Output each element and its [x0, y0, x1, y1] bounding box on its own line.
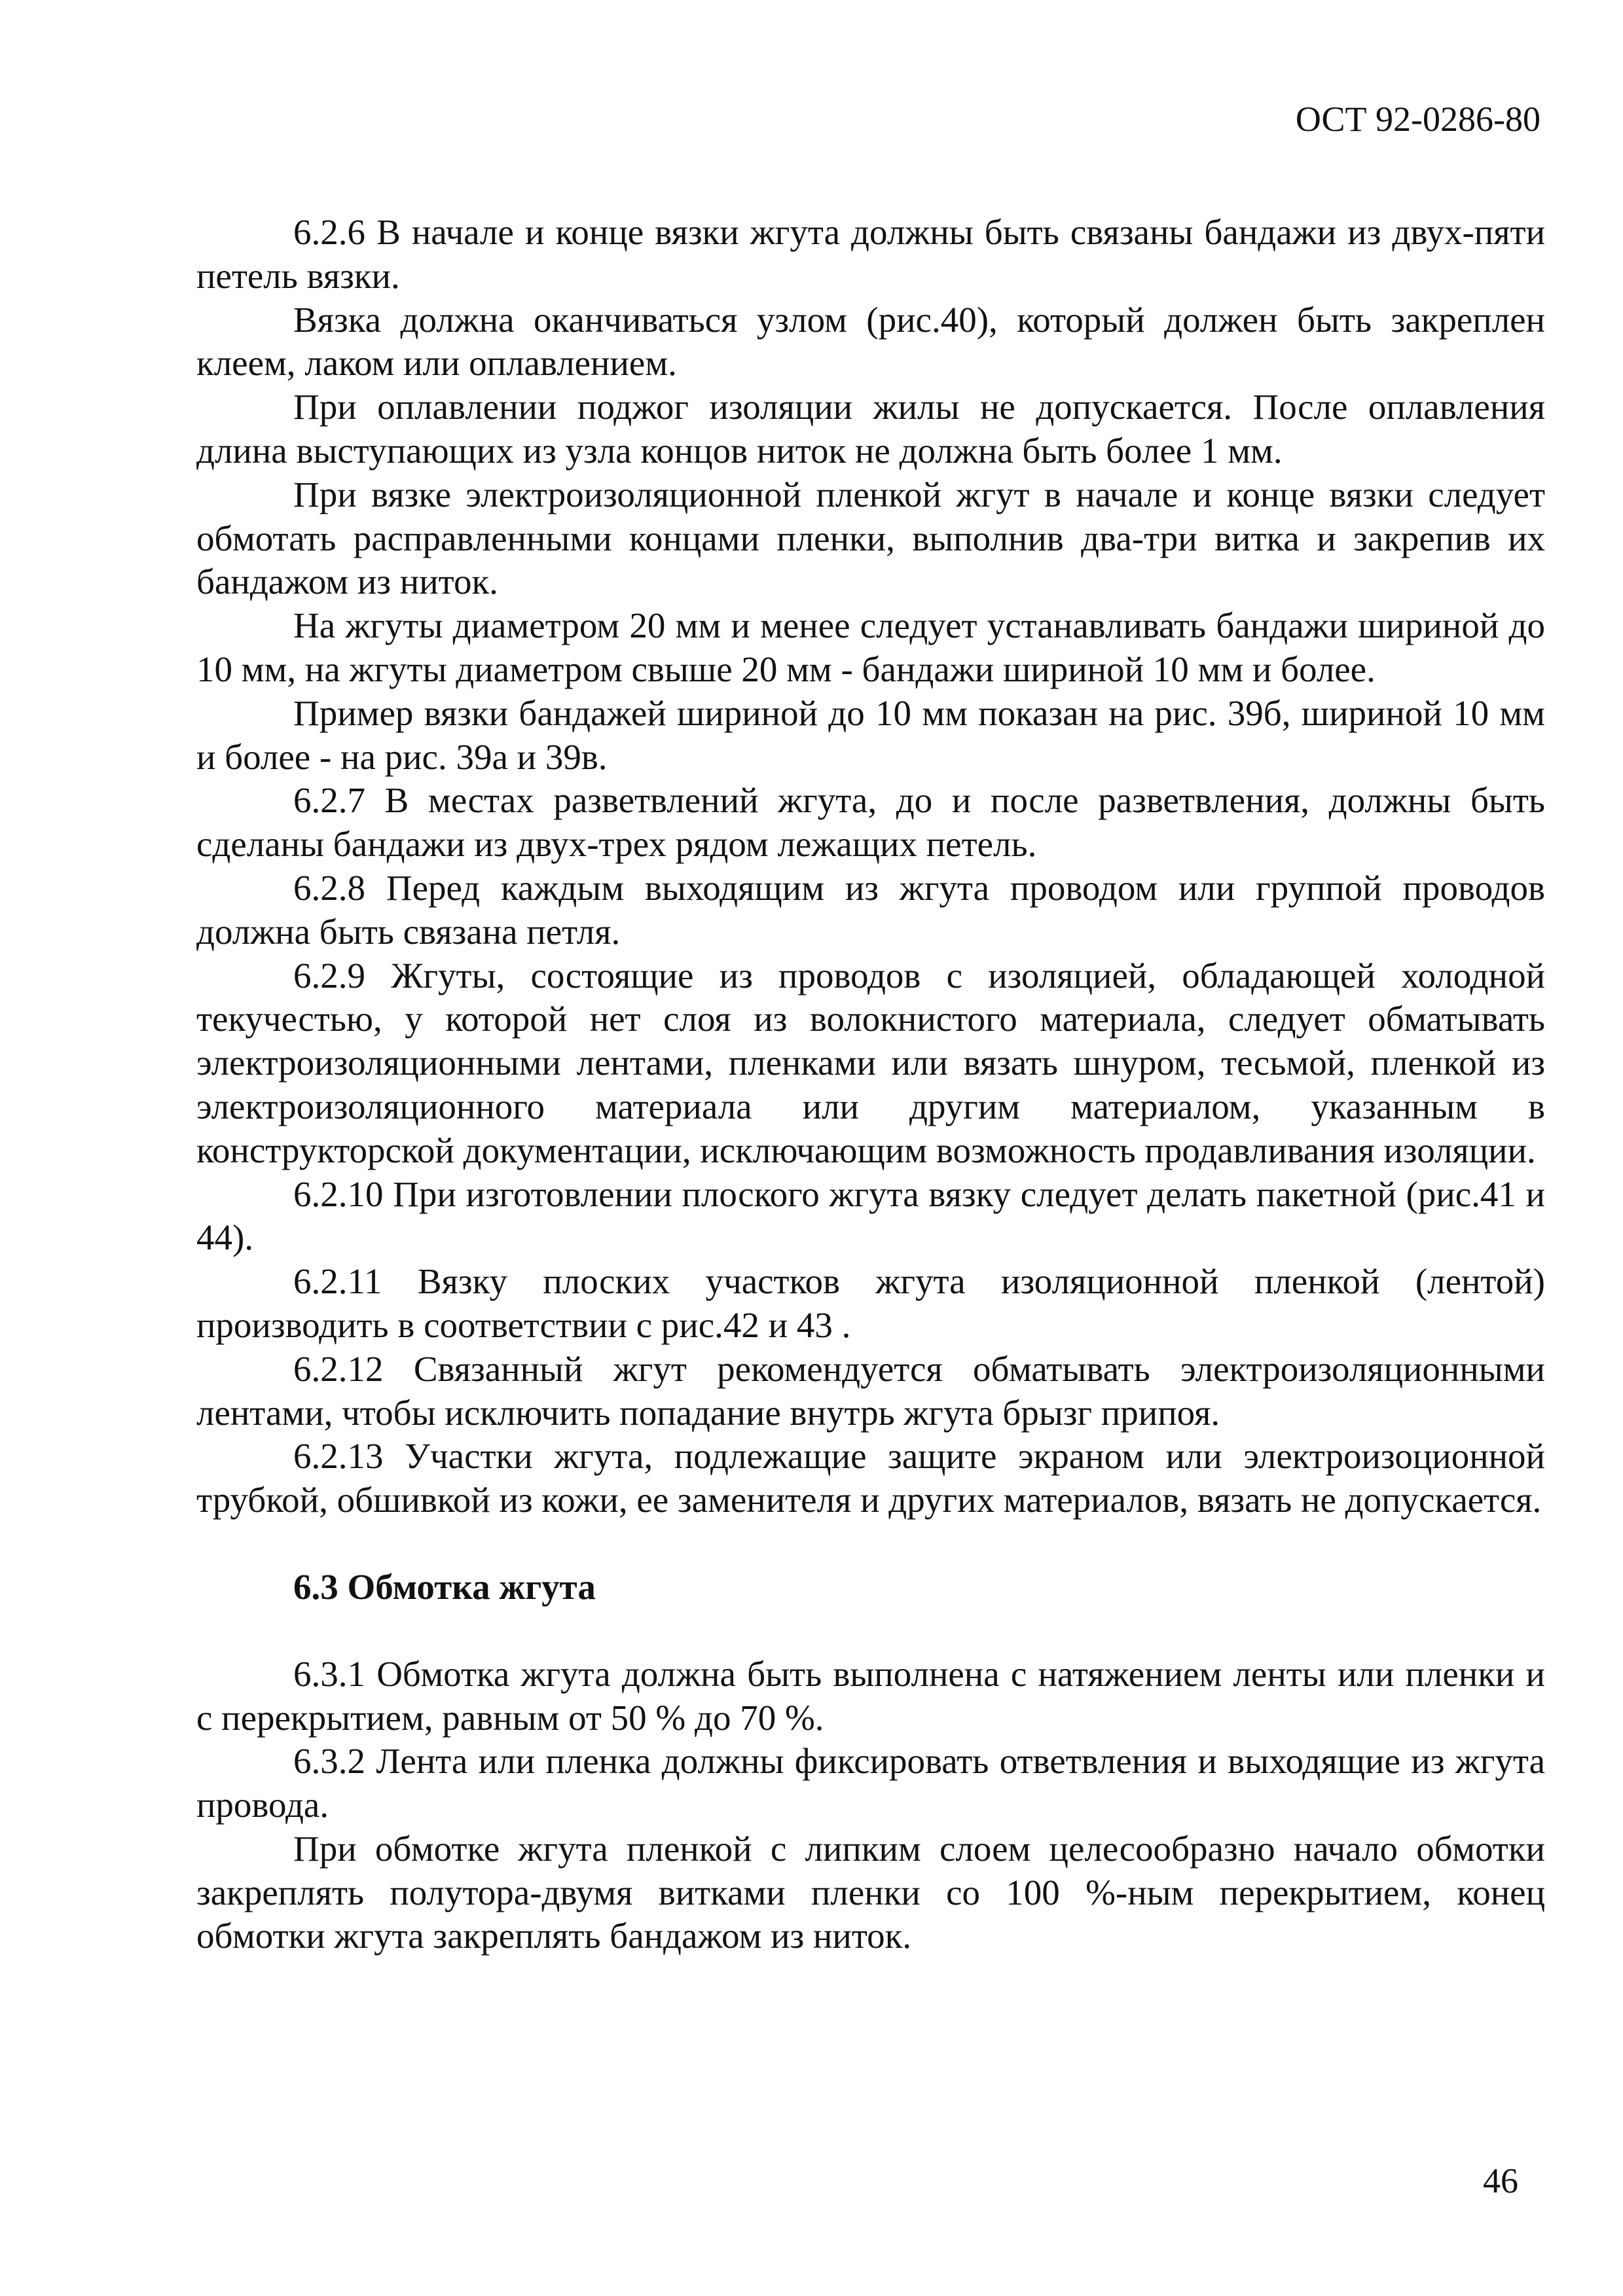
paragraph: 6.2.13 Участки жгута, подлежащие защите экраном или электроизоционной трубкой, обшивкой из кожи, ее заменителя и других материалов, вязать не допускается.	[196, 1436, 1545, 1520]
paragraph: При вязке электроизоляционной пленкой жгут в начале и конце вязки следует обмотать расправленными концами пленки, выполнив два-три витка и закрепив их бандажом из ниток.	[196, 474, 1545, 602]
document-code: ОСТ 92-0286-80	[1295, 99, 1541, 139]
paragraph: На жгуты диаметром 20 мм и менее следует устанавливать бандажи шириной до 10 мм, на жгуты диаметром свыше 20 мм - бандажи шириной 10 мм и более.	[196, 605, 1545, 689]
paragraph: Пример вязки бандажей шириной до 10 мм показан на рис. 39б, шириной 10 мм и более - на рис. 39а и 39в.	[196, 692, 1545, 777]
paragraph: 6.2.9 Жгуты, состоящие из проводов с изоляцией, обладающей холодной текучестью, у которой нет слоя из волокнистого материала, следует обматывать электроизоляционными лентами, пленками или вязать шнуром, тесьмой, пленкой из электроизоляционного материала или другим материалом, указанным в конструкторской документации, исключающим возможность продавливания изоляции.	[196, 955, 1545, 1170]
paragraph: 6.2.6 В начале и конце вязки жгута должны быть связаны бандажи из двух-пяти петель вязки.	[196, 212, 1545, 296]
paragraph: 6.2.11 Вязку плоских участков жгута изоляционной пленкой (лентой) производить в соответствии с рис.42 и 43 .	[196, 1261, 1545, 1345]
paragraph: 6.2.7 В местах разветвлений жгута, до и после разветвления, должны быть сделаны бандажи из двух-трех рядом лежащих петель.	[196, 780, 1545, 865]
paragraph: 6.3.1 Обмотка жгута должна быть выполнена с натяжением ленты или пленки и с перекрытием, равным от 50 % до 70 %.	[196, 1653, 1545, 1738]
paragraph: При обмотке жгута пленкой с липким слоем целесообразно начало обмотки закреплять полутора-двумя витками пленки со 100 %-ным перекрытием, конец обмотки жгута закреплять бандажом из ниток.	[196, 1828, 1545, 1956]
paragraph: 6.2.10 При изготовлении плоского жгута вязку следует делать пакетной (рис.41 и 44).	[196, 1174, 1545, 1258]
section-heading: 6.3 Обмотка жгута	[293, 1566, 596, 1607]
paragraph: При оплавлении поджог изоляции жилы не допускается. После оплавления длина выступающих из узла концов ниток не должна быть более 1 мм.	[196, 387, 1545, 471]
page-number: 46	[1483, 2161, 1518, 2200]
paragraph: Вязка должна оканчиваться узлом (рис.40), который должен быть закреплен клеем, лаком или оплавлением.	[196, 299, 1545, 384]
paragraph: 6.2.8 Перед каждым выходящим из жгута проводом или группой проводов должна быть связана петля.	[196, 867, 1545, 952]
paragraph: 6.3.2 Лента или пленка должны фиксировать ответвления и выходящие из жгута провода.	[196, 1741, 1545, 1825]
paragraph: 6.2.12 Связанный жгут рекомендуется обматывать электроизоляционными лентами, чтобы исключить попадание внутрь жгута брызг припоя.	[196, 1348, 1545, 1433]
body-text	[196, 211, 1545, 1958]
